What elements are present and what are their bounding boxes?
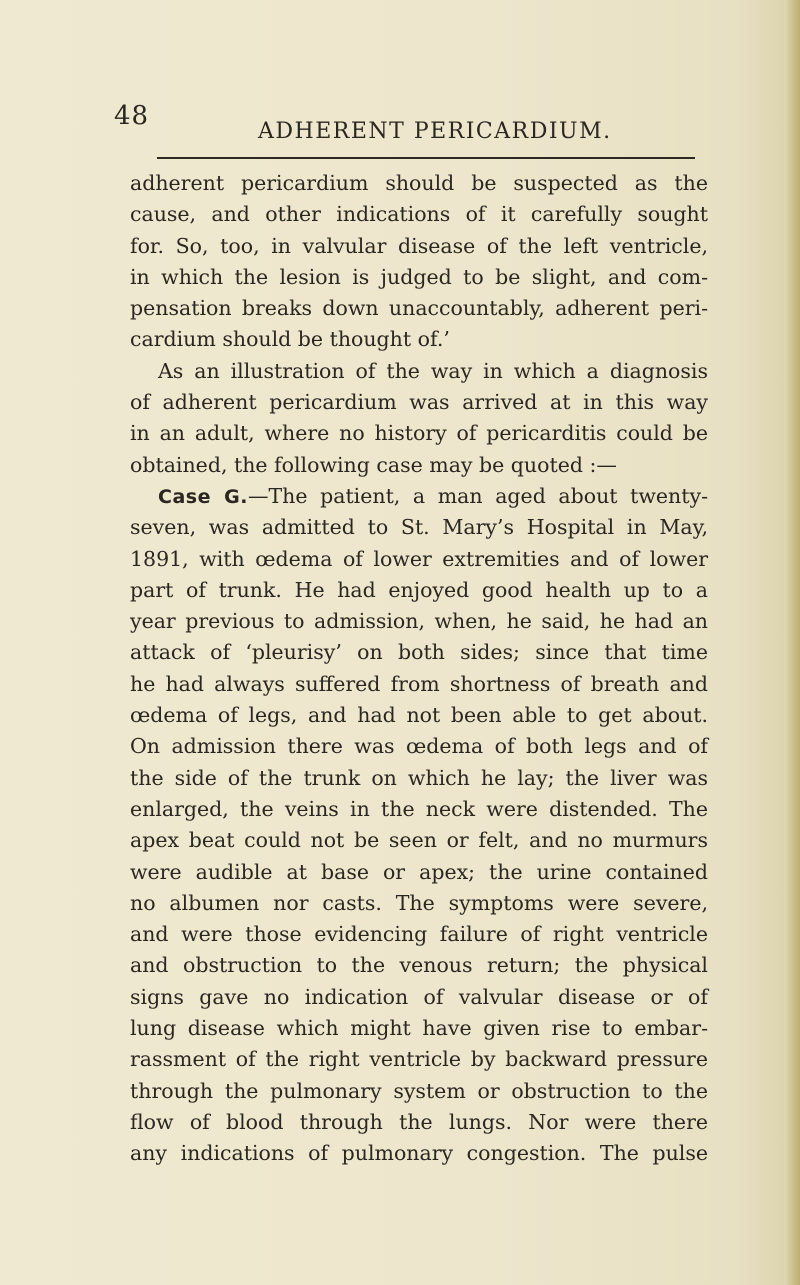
text-line: As an illustration of the way in which a diagnosis bbox=[158, 358, 708, 383]
text-line: he had always suffered from shortness of breath and bbox=[130, 671, 708, 696]
header-rule bbox=[157, 157, 695, 159]
text-line: rassment of the right ventricle by backward pressure bbox=[130, 1047, 708, 1072]
text-line: On admission there was œdema of both legs and of bbox=[130, 734, 708, 759]
case-heading-text: —The patient, a man aged about twenty- bbox=[247, 483, 709, 508]
text-line: œdema of legs, and had not been able to get about. bbox=[130, 703, 708, 728]
text-line: were audible at base or apex; the urine contained bbox=[130, 859, 708, 884]
text-line: through the pulmonary system or obstruction to the bbox=[130, 1078, 708, 1103]
text-line: in an adult, where no history of pericarditis could be bbox=[130, 421, 708, 446]
page-edge bbox=[784, 0, 800, 1285]
text-line: year previous to admission, when, he said, he had an bbox=[130, 609, 708, 634]
case-label: Case G. bbox=[158, 485, 248, 508]
text-line: cardium should be thought of.’ bbox=[130, 327, 450, 352]
case-heading-line bbox=[130, 481, 708, 512]
text-line: lung disease which might have given rise to embar- bbox=[130, 1016, 708, 1041]
text-line: 1891, with œdema of lower extremities and of lower bbox=[130, 546, 708, 571]
text-line: of adherent pericardium was arrived at in this way bbox=[130, 390, 708, 415]
text-line: enlarged, the veins in the neck were distended. The bbox=[130, 796, 708, 821]
text-line: in which the lesion is judged to be slight, and com- bbox=[130, 264, 708, 289]
text-line: attack of ‘pleurisy’ on both sides; since that time bbox=[130, 640, 708, 665]
body-text bbox=[130, 168, 708, 1170]
text-line: any indications of pulmonary congestion. The pulse bbox=[130, 1141, 708, 1166]
text-line: the side of the trunk on which he lay; the liver was bbox=[130, 765, 708, 790]
text-line: flow of blood through the lungs. Nor were there bbox=[130, 1109, 708, 1134]
text-line: seven, was admitted to St. Mary’s Hospital in May, bbox=[130, 515, 708, 540]
text-line: and were those evidencing failure of right ventricle bbox=[130, 922, 708, 947]
page-number: 48 bbox=[114, 101, 150, 131]
text-line: and obstruction to the venous return; the physical bbox=[130, 953, 708, 978]
text-line: adherent pericardium should be suspected as the bbox=[130, 171, 708, 195]
text-line: obtained, the following case may be quoted :— bbox=[130, 452, 617, 477]
text-line: pensation breaks down unaccountably, adherent peri- bbox=[130, 296, 708, 321]
text-line: signs gave no indication of valvular disease or of bbox=[130, 984, 708, 1009]
running-head: ADHERENT PERICARDIUM. bbox=[258, 119, 612, 144]
text-line: for. So, too, in valvular disease of the left ventricle, bbox=[130, 233, 708, 258]
text-line: no albumen nor casts. The symptoms were severe, bbox=[130, 890, 708, 915]
text-line: part of trunk. He had enjoyed good health up to a bbox=[130, 577, 708, 602]
text-line: apex beat could not be seen or felt, and no murmurs bbox=[130, 828, 708, 853]
text-line: cause, and other indications of it carefully sought bbox=[130, 202, 708, 227]
